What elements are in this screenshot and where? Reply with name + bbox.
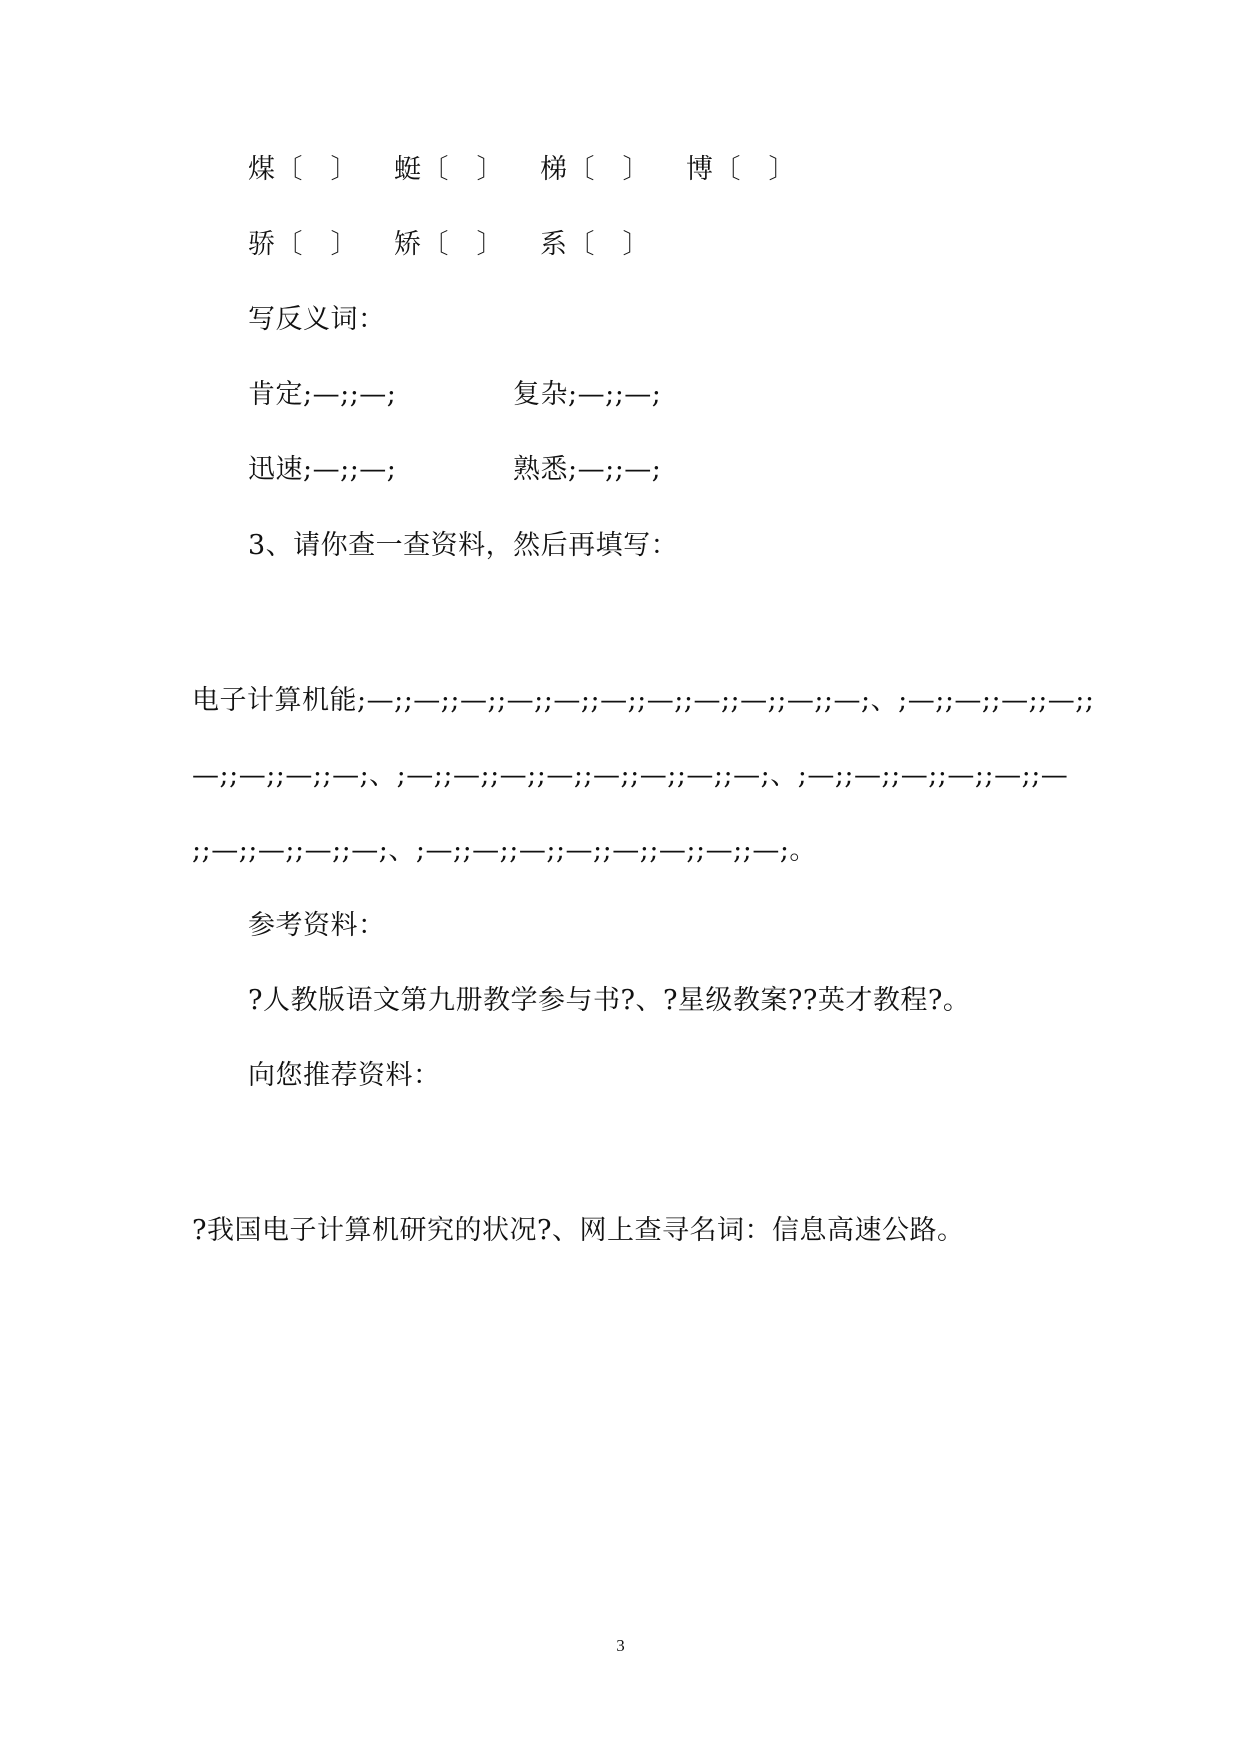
pinyin-item: 蜓〔 〕 xyxy=(394,154,504,185)
pinyin-item: 矫〔 〕 xyxy=(394,229,504,260)
page-number: 3 xyxy=(616,1636,625,1655)
computer-line-1: 电子计算机能;—;;—;;—;;—;;—;;—;;—;;—;;—;;—;;—;、;—;;—;;—;;—;; xyxy=(192,685,1095,716)
antonym-item: 复杂;—;;—; xyxy=(513,379,662,410)
antonym-item: 迅速;—;;—; xyxy=(248,454,397,485)
antonym-heading: 写反义词： xyxy=(248,304,386,335)
computer-line-3: ;;—;;—;;—;;—;、;—;;—;;—;;—;;—;;—;;—;;—;。 xyxy=(192,835,817,866)
recommend-text: ?我国电子计算机研究的状况?、网上查寻名词：信息高速公路。 xyxy=(192,1215,965,1246)
antonym-item: 肯定;—;;—; xyxy=(248,379,397,410)
antonym-item: 熟悉;—;;—; xyxy=(513,454,662,485)
pinyin-item: 梯〔 〕 xyxy=(540,154,650,185)
pinyin-item: 煤〔 〕 xyxy=(248,154,358,185)
pinyin-item: 博〔 〕 xyxy=(686,154,796,185)
reference-text: ?人教版语文第九册教学参与书?、?星级教案??英才教程?。 xyxy=(248,985,971,1016)
question-3: 3、请你查一查资料，然后再填写： xyxy=(248,530,679,561)
pinyin-item: 系〔 〕 xyxy=(540,229,650,260)
pinyin-item: 骄〔 〕 xyxy=(248,229,358,260)
reference-heading: 参考资料： xyxy=(248,910,386,941)
computer-line-2: —;;—;;—;;—;、;—;;—;;—;;—;;—;;—;;—;;—;、;—;;—;;—;;—;;—;;— xyxy=(192,760,1069,791)
recommend-heading: 向您推荐资料： xyxy=(248,1060,441,1091)
